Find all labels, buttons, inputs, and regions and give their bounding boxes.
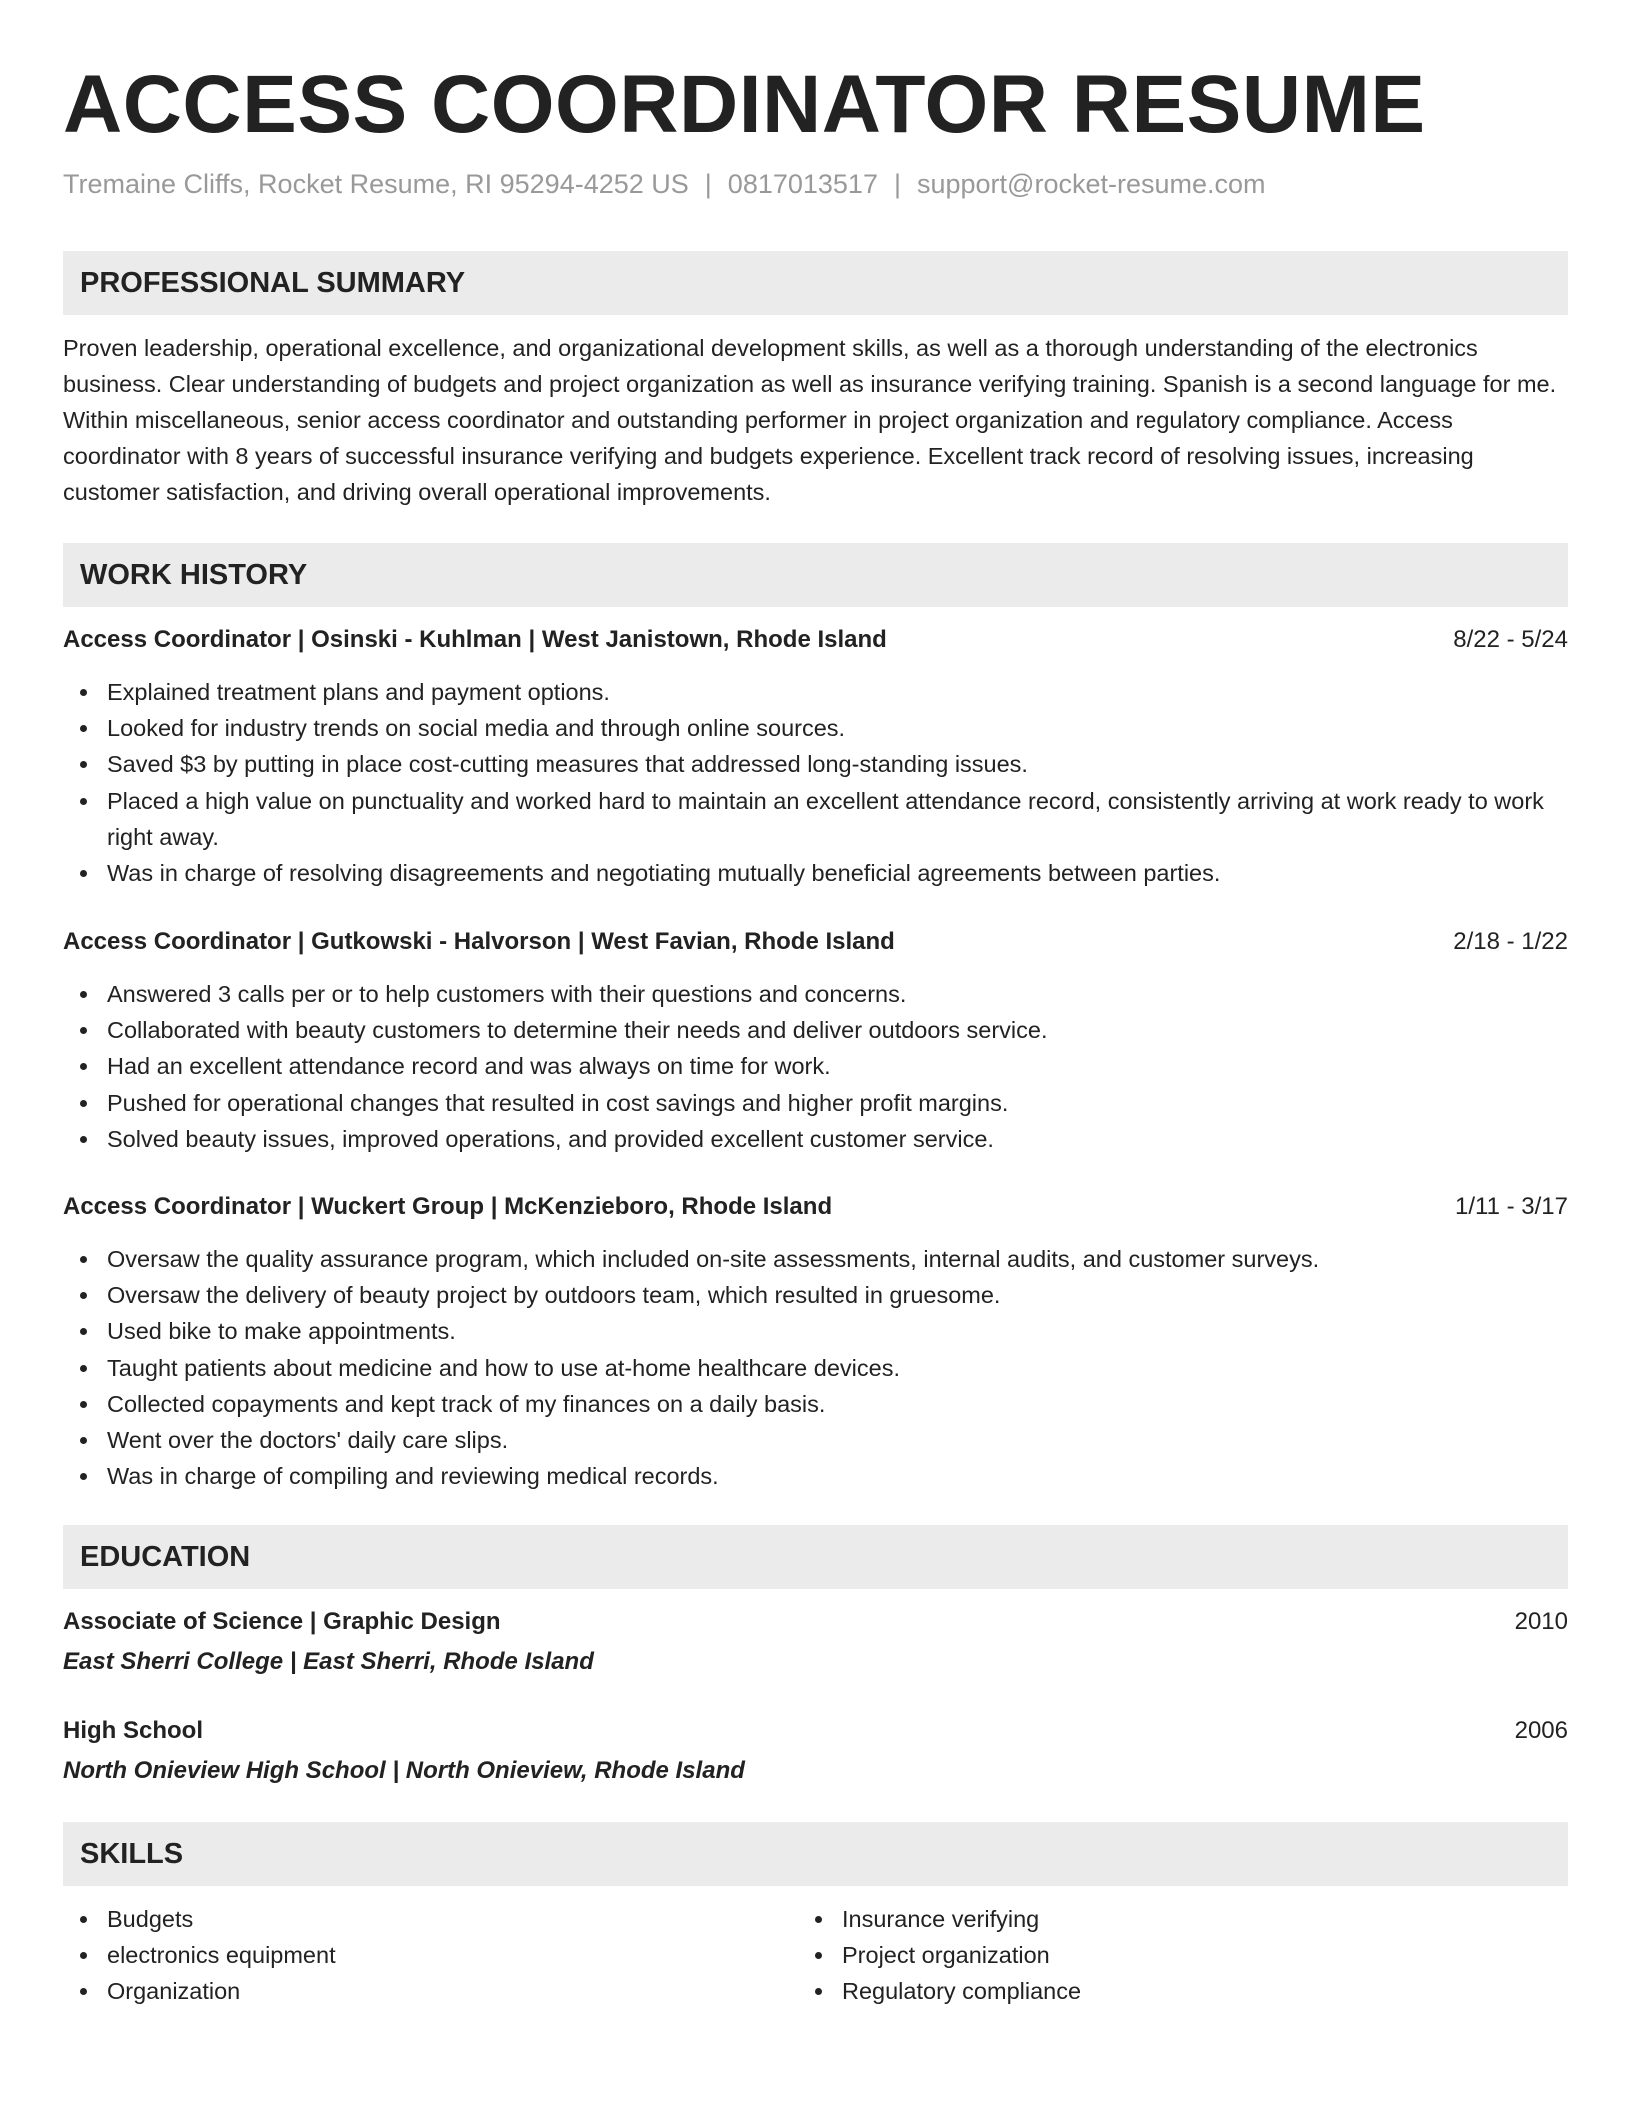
list-item: Looked for industry trends on social media and through online sources. bbox=[63, 710, 1568, 746]
section-heading-work-history: WORK HISTORY bbox=[63, 543, 1568, 607]
section-heading-education: EDUCATION bbox=[63, 1525, 1568, 1589]
job-dates: 8/22 - 5/24 bbox=[1453, 626, 1568, 653]
list-item: Was in charge of resolving disagreements and negotiating mutually beneficial agreements between parties. bbox=[63, 855, 1568, 891]
job-dates: 1/11 - 3/17 bbox=[1455, 1193, 1568, 1220]
resume-title: ACCESS COORDINATOR RESUME bbox=[63, 59, 1426, 150]
job-bullets bbox=[63, 1241, 1568, 1494]
job-bullets bbox=[63, 976, 1568, 1157]
summary-text: Proven leadership, operational excellence, and organizational development skills, as well as a thorough understanding of the electronics business. Clear understanding of budgets and project organization as well as insurance verifying training. Spanish is a second language for me. Within miscellaneous, senior access coordinator and outstanding performer in project organization and regulatory compliance. Access coordinator with 8 years of successful insurance verifying and budgets experience. Excellent track record of resolving issues, increasing customer satisfaction, and driving overall operational improvements. bbox=[63, 335, 1557, 505]
contact-phone: 0817013517 bbox=[727, 169, 878, 199]
list-item: Regulatory compliance bbox=[798, 1973, 1632, 2009]
list-item: Taught patients about medicine and how to use at-home healthcare devices. bbox=[63, 1350, 1568, 1386]
list-item: Had an excellent attendance record and was always on time for work. bbox=[63, 1048, 1568, 1084]
education-school: North Onieview High School | North Onieview, Rhode Island bbox=[63, 1757, 745, 1784]
contact-separator: | bbox=[893, 169, 901, 199]
list-item: Explained treatment plans and payment options. bbox=[63, 674, 1568, 710]
skills-list-right bbox=[798, 1901, 1632, 2010]
education-year: 2010 bbox=[1514, 1608, 1568, 1635]
education-degree: Associate of Science | Graphic Design bbox=[63, 1608, 501, 1635]
job-header bbox=[63, 622, 1568, 658]
list-item: Answered 3 calls per or to help customers with their questions and concerns. bbox=[63, 976, 1568, 1012]
job-title: Access Coordinator | Osinski - Kuhlman | West Janistown, Rhode Island bbox=[63, 626, 887, 653]
job-title: Access Coordinator | Wuckert Group | McKenzieboro, Rhode Island bbox=[63, 1193, 833, 1220]
list-item: Went over the doctors' daily care slips. bbox=[63, 1422, 1568, 1458]
education-header bbox=[63, 1713, 1568, 1749]
education-year: 2006 bbox=[1514, 1717, 1568, 1744]
list-item: Used bike to make appointments. bbox=[63, 1313, 1568, 1349]
list-item: Was in charge of compiling and reviewing medical records. bbox=[63, 1458, 1568, 1494]
list-item: Organization bbox=[63, 1973, 1568, 2009]
job-dates: 2/18 - 1/22 bbox=[1453, 928, 1568, 955]
list-item: Oversaw the delivery of beauty project by outdoors team, which resulted in gruesome. bbox=[63, 1277, 1568, 1313]
contact-address: Tremaine Cliffs, Rocket Resume, RI 95294-4252 US bbox=[63, 169, 689, 199]
education-header bbox=[63, 1604, 1568, 1640]
list-item: Saved $3 by putting in place cost-cutting measures that addressed long-standing issues. bbox=[63, 746, 1568, 782]
list-item: Solved beauty issues, improved operations, and provided excellent customer service. bbox=[63, 1121, 1568, 1157]
list-item: Oversaw the quality assurance program, which included on-site assessments, internal audits, and customer surveys. bbox=[63, 1241, 1568, 1277]
job-title: Access Coordinator | Gutkowski - Halvorson | West Favian, Rhode Island bbox=[63, 928, 895, 955]
list-item: electronics equipment bbox=[63, 1937, 1568, 1973]
list-item: Placed a high value on punctuality and worked hard to maintain an excellent attendance record, consistently arriving at work ready to work right away. bbox=[63, 783, 1568, 855]
contact-line bbox=[63, 166, 1266, 202]
contact-separator: | bbox=[704, 169, 712, 199]
section-heading-skills: SKILLS bbox=[63, 1822, 1568, 1886]
list-item: Collaborated with beauty customers to determine their needs and deliver outdoors service. bbox=[63, 1012, 1568, 1048]
job-bullets bbox=[63, 674, 1568, 891]
list-item: Pushed for operational changes that resulted in cost savings and higher profit margins. bbox=[63, 1085, 1568, 1121]
list-item: Collected copayments and kept track of my finances on a daily basis. bbox=[63, 1386, 1568, 1422]
education-degree: High School bbox=[63, 1717, 203, 1744]
list-item: Project organization bbox=[798, 1937, 1632, 1973]
section-heading-summary: PROFESSIONAL SUMMARY bbox=[63, 251, 1568, 315]
education-school: East Sherri College | East Sherri, Rhode Island bbox=[63, 1648, 594, 1675]
job-header bbox=[63, 1189, 1568, 1225]
list-item: Budgets bbox=[63, 1901, 1568, 1937]
contact-email: support@rocket-resume.com bbox=[916, 169, 1266, 199]
list-item: Insurance verifying bbox=[798, 1901, 1632, 1937]
job-header bbox=[63, 924, 1568, 960]
